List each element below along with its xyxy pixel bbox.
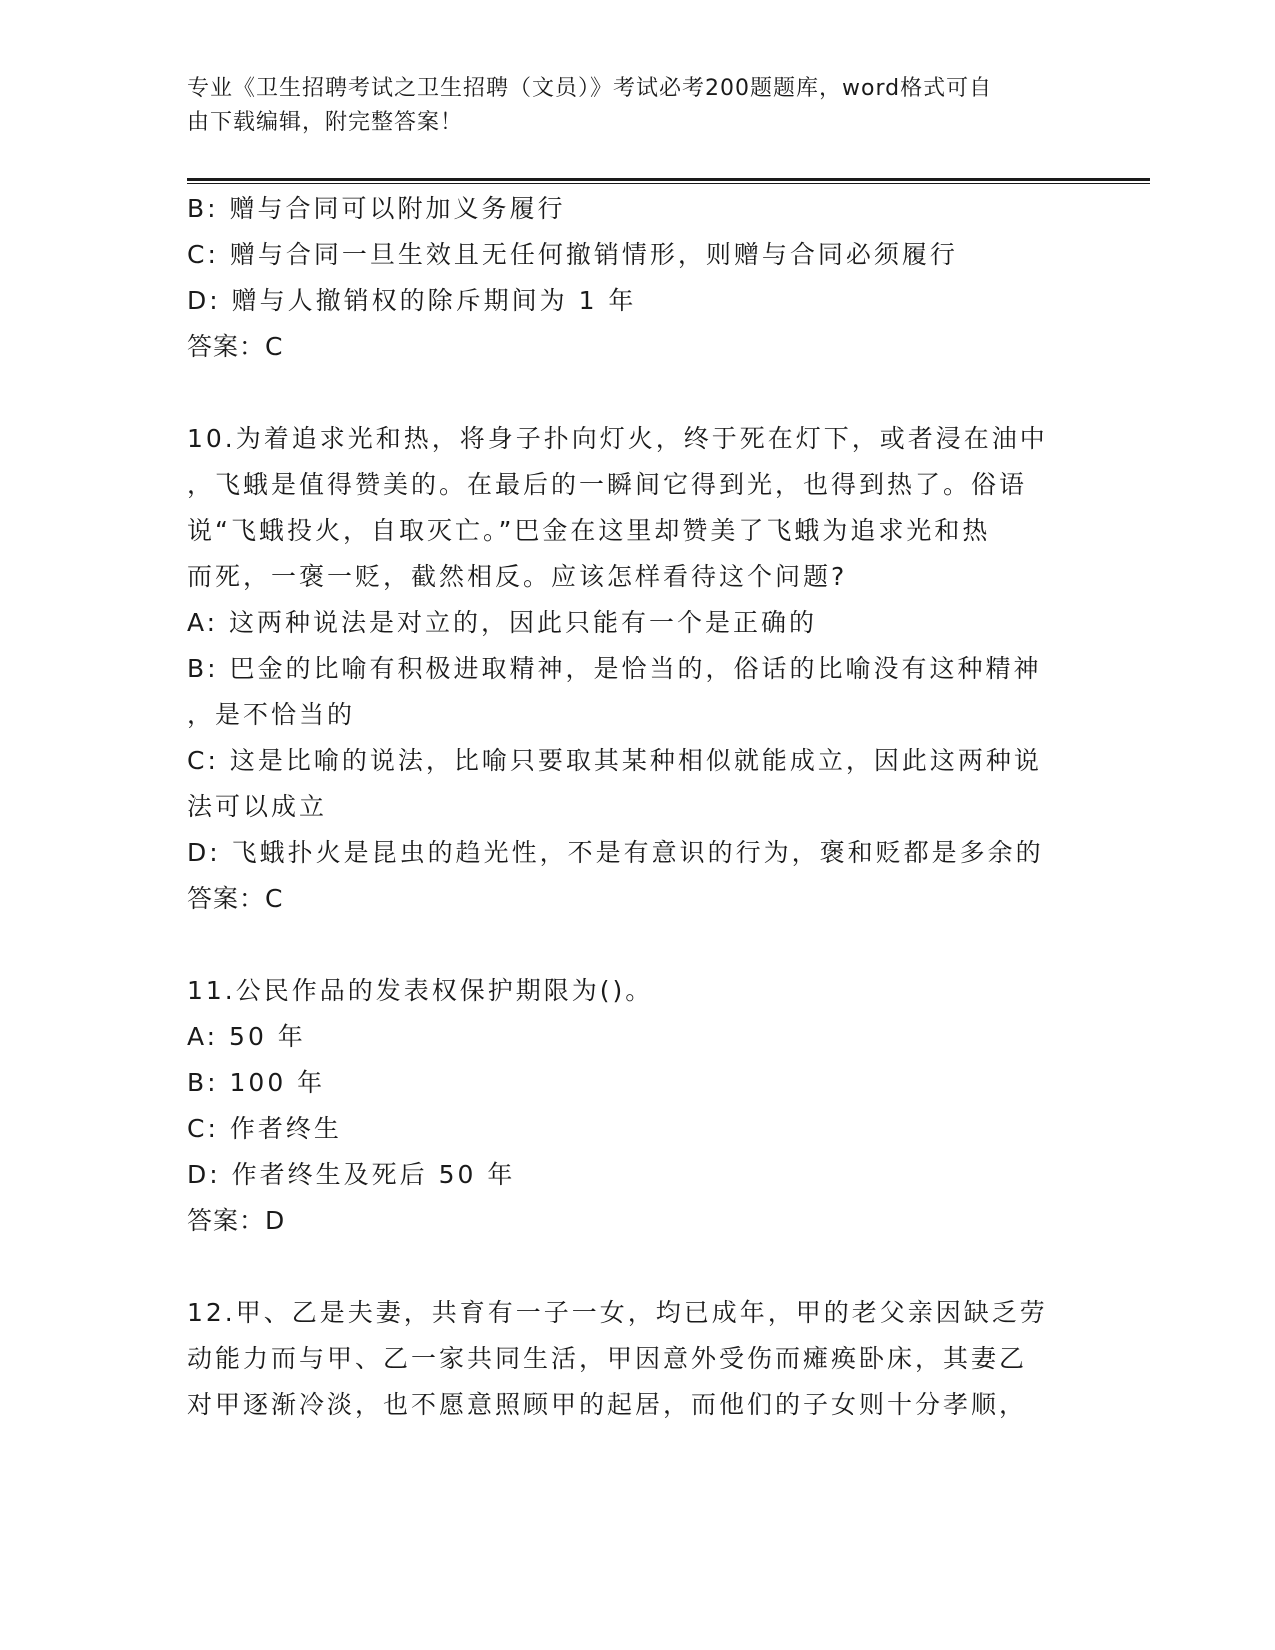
header-divider-thin xyxy=(187,183,1150,184)
q9-answer: 答案：C xyxy=(187,332,284,361)
q10-option-b-line-1: B: 巴金的比喻有积极进取精神，是恰当的，俗话的比喻没有这种精神 xyxy=(187,654,1042,683)
q10-stem-line-3: 说“飞蛾投火，自取灭亡。”巴金在这里却赞美了飞蛾为追求光和热 xyxy=(187,516,991,545)
q10-stem-line-4: 而死，一褒一贬，截然相反。应该怎样看待这个问题? xyxy=(187,562,848,591)
header-title-line-2: 由下载编辑，附完整答案！ xyxy=(187,110,464,135)
q9-option-c: C: 赠与合同一旦生效且无任何撤销情形，则赠与合同必须履行 xyxy=(187,240,958,269)
question-9-tail xyxy=(187,186,1087,370)
spacer xyxy=(187,922,1087,968)
q10-option-d: D: 飞蛾扑火是昆虫的趋光性，不是有意识的行为，褒和贬都是多余的 xyxy=(187,838,1044,867)
q10-option-a: A: 这两种说法是对立的，因此只能有一个是正确的 xyxy=(187,608,818,637)
document-body xyxy=(187,186,1087,1428)
q9-option-d: D: 赠与人撤销权的除斥期间为 1 年 xyxy=(187,286,637,315)
q12-stem-line-2: 动能力而与甲、乙一家共同生活，甲因意外受伤而瘫痪卧床，其妻乙 xyxy=(187,1344,1028,1373)
spacer xyxy=(187,370,1087,416)
header-title-line-1: 专业《卫生招聘考试之卫生招聘（文员）》考试必考200题题库，word格式可自 xyxy=(187,76,993,101)
q10-stem-line-1: 10.为着追求光和热，将身子扑向灯火，终于死在灯下，或者浸在油中 xyxy=(187,424,1048,453)
q11-stem: 11.公民作品的发表权保护期限为()。 xyxy=(187,976,654,1005)
q12-stem-line-3: 对甲逐渐冷淡，也不愿意照顾甲的起居，而他们的子女则十分孝顺， xyxy=(187,1390,1028,1419)
question-12 xyxy=(187,1290,1087,1428)
q9-option-b: B: 赠与合同可以附加义务履行 xyxy=(187,194,566,223)
q10-answer: 答案：C xyxy=(187,884,284,913)
spacer xyxy=(187,1244,1087,1290)
q10-stem-line-2: ，飞蛾是值得赞美的。在最后的一瞬间它得到光，也得到热了。俗语 xyxy=(187,470,1028,499)
question-11 xyxy=(187,968,1087,1244)
q11-option-d: D: 作者终生及死后 50 年 xyxy=(187,1160,516,1189)
header-divider-thick xyxy=(187,178,1150,181)
q10-option-c-line-1: C: 这是比喻的说法，比喻只要取其某种相似就能成立，因此这两种说 xyxy=(187,746,1042,775)
q11-answer: 答案：D xyxy=(187,1206,286,1235)
q11-option-c: C: 作者终生 xyxy=(187,1114,342,1143)
document-header xyxy=(187,72,1067,140)
question-10 xyxy=(187,416,1087,922)
q10-option-b-line-2: ，是不恰当的 xyxy=(187,700,356,729)
q11-option-b: B: 100 年 xyxy=(187,1068,326,1097)
q11-option-a: A: 50 年 xyxy=(187,1022,306,1051)
q10-option-c-line-2: 法可以成立 xyxy=(187,792,328,821)
q12-stem-line-1: 12.甲、乙是夫妻，共育有一子一女，均已成年，甲的老父亲因缺乏劳 xyxy=(187,1298,1048,1327)
